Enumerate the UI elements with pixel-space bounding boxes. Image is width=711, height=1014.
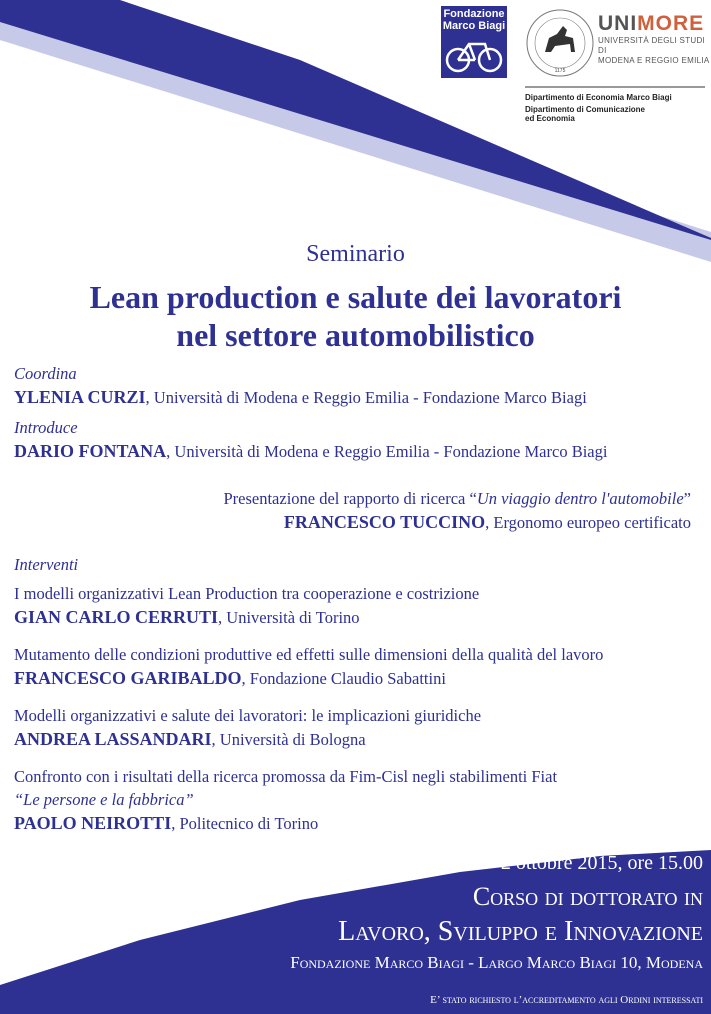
dept-economia: Dipartimento di Economia Marco Biagi xyxy=(525,93,672,102)
event-kind: Seminario xyxy=(306,241,405,267)
speaker-affiliation: , Università di Modena e Reggio Emilia - Fondazione Marco Biagi xyxy=(166,442,608,461)
unimore-brand-b: MORE xyxy=(637,12,705,35)
course-line1: Corso di dottorato in xyxy=(472,882,703,911)
speaker-affiliation: , Politecnico di Torino xyxy=(171,814,319,833)
intervento-topic-2: “Le persone e la fabbrica” xyxy=(14,790,194,809)
intervento-topic: Confronto con i risultati della ricerca promossa da Fim-Cisl negli stabilimenti Fiat xyxy=(14,767,558,786)
speaker-affiliation: , Fondazione Claudio Sabattini xyxy=(241,669,446,688)
fondazione-marco-biagi-logo xyxy=(441,6,507,78)
unimore-logo xyxy=(598,12,711,66)
intervento-topic: I modelli organizzativi Lean Production tra cooperazione e costrizione xyxy=(14,584,480,603)
event-date: 2 ottobre 2015, ore 15.00 xyxy=(500,852,703,874)
presentazione-text: Presentazione del rapporto di ricerca “Un viaggio dentro l'automobile” xyxy=(223,489,691,508)
intervento-speaker xyxy=(14,668,446,689)
introduce-speaker xyxy=(14,441,607,462)
intervento-topic: Mutamento delle condizioni produttive ed effetti sulle dimensioni della qualità del lavoro xyxy=(14,645,604,664)
dept-comunicazione: Dipartimento di Comunicazione xyxy=(525,105,646,114)
speaker-name: DARIO FONTANA xyxy=(14,441,167,461)
speaker-name: PAOLO NEIROTTI xyxy=(14,813,172,833)
coordina-speaker xyxy=(14,387,587,408)
speaker-name: FRANCESCO GARIBALDO xyxy=(14,668,242,688)
university-seal-icon xyxy=(525,8,595,78)
logo-line2: Marco Biagi xyxy=(442,20,506,32)
accreditation-note: E’ stato richiesto l’accreditamento agli Ordini interessati xyxy=(430,994,703,1006)
speaker-name: ANDREA LASSANDARI xyxy=(14,729,212,749)
intervento-topic: Modelli organizzativi e salute dei lavoratori: le implicazioni giuridiche xyxy=(14,706,482,725)
speaker-affiliation: , Università di Torino xyxy=(218,608,360,627)
intervento-speaker xyxy=(14,813,318,834)
unimore-brand-a: UNI xyxy=(598,12,638,35)
page-title xyxy=(0,278,711,354)
intervento-speaker xyxy=(14,729,366,750)
divider xyxy=(525,86,705,88)
title-line1: Lean production e salute dei lavoratori xyxy=(89,279,622,315)
unimore-sub2: MODENA E REGGIO EMILIA xyxy=(598,56,710,65)
seal-year: 1175 xyxy=(554,68,566,74)
event-place: Fondazione Marco Biagi - Largo Marco Biagi 10, Modena xyxy=(290,953,703,972)
department-block xyxy=(525,93,672,123)
dept-comunicazione-2: ed Economia xyxy=(525,114,575,123)
interventi-label: Interventi xyxy=(14,555,79,574)
presentazione-speaker xyxy=(284,512,691,533)
introduce-label: Introduce xyxy=(14,418,78,437)
logo-line1: Fondazione xyxy=(443,8,505,20)
intervento-speaker xyxy=(14,607,360,628)
unimore-sub1: UNIVERSITÀ DEGLI STUDI DI xyxy=(598,36,706,55)
speaker-affiliation: , Ergonomo europeo certificato xyxy=(485,513,691,532)
coordina-label: Coordina xyxy=(14,364,77,383)
report-title: Un viaggio dentro l'automobile xyxy=(476,489,684,508)
speaker-name: YLENIA CURZI xyxy=(14,387,146,407)
bicycle-icon xyxy=(441,32,507,76)
speaker-affiliation: , Università di Bologna xyxy=(211,730,366,749)
speaker-name: GIAN CARLO CERRUTI xyxy=(14,607,219,627)
speaker-affiliation: , Università di Modena e Reggio Emilia - Fondazione Marco Biagi xyxy=(145,388,587,407)
speaker-name: FRANCESCO TUCCINO xyxy=(283,512,486,532)
course-line2: Lavoro, Sviluppo e Innovazione xyxy=(338,916,703,947)
title-line2: nel settore automobilistico xyxy=(176,317,535,353)
